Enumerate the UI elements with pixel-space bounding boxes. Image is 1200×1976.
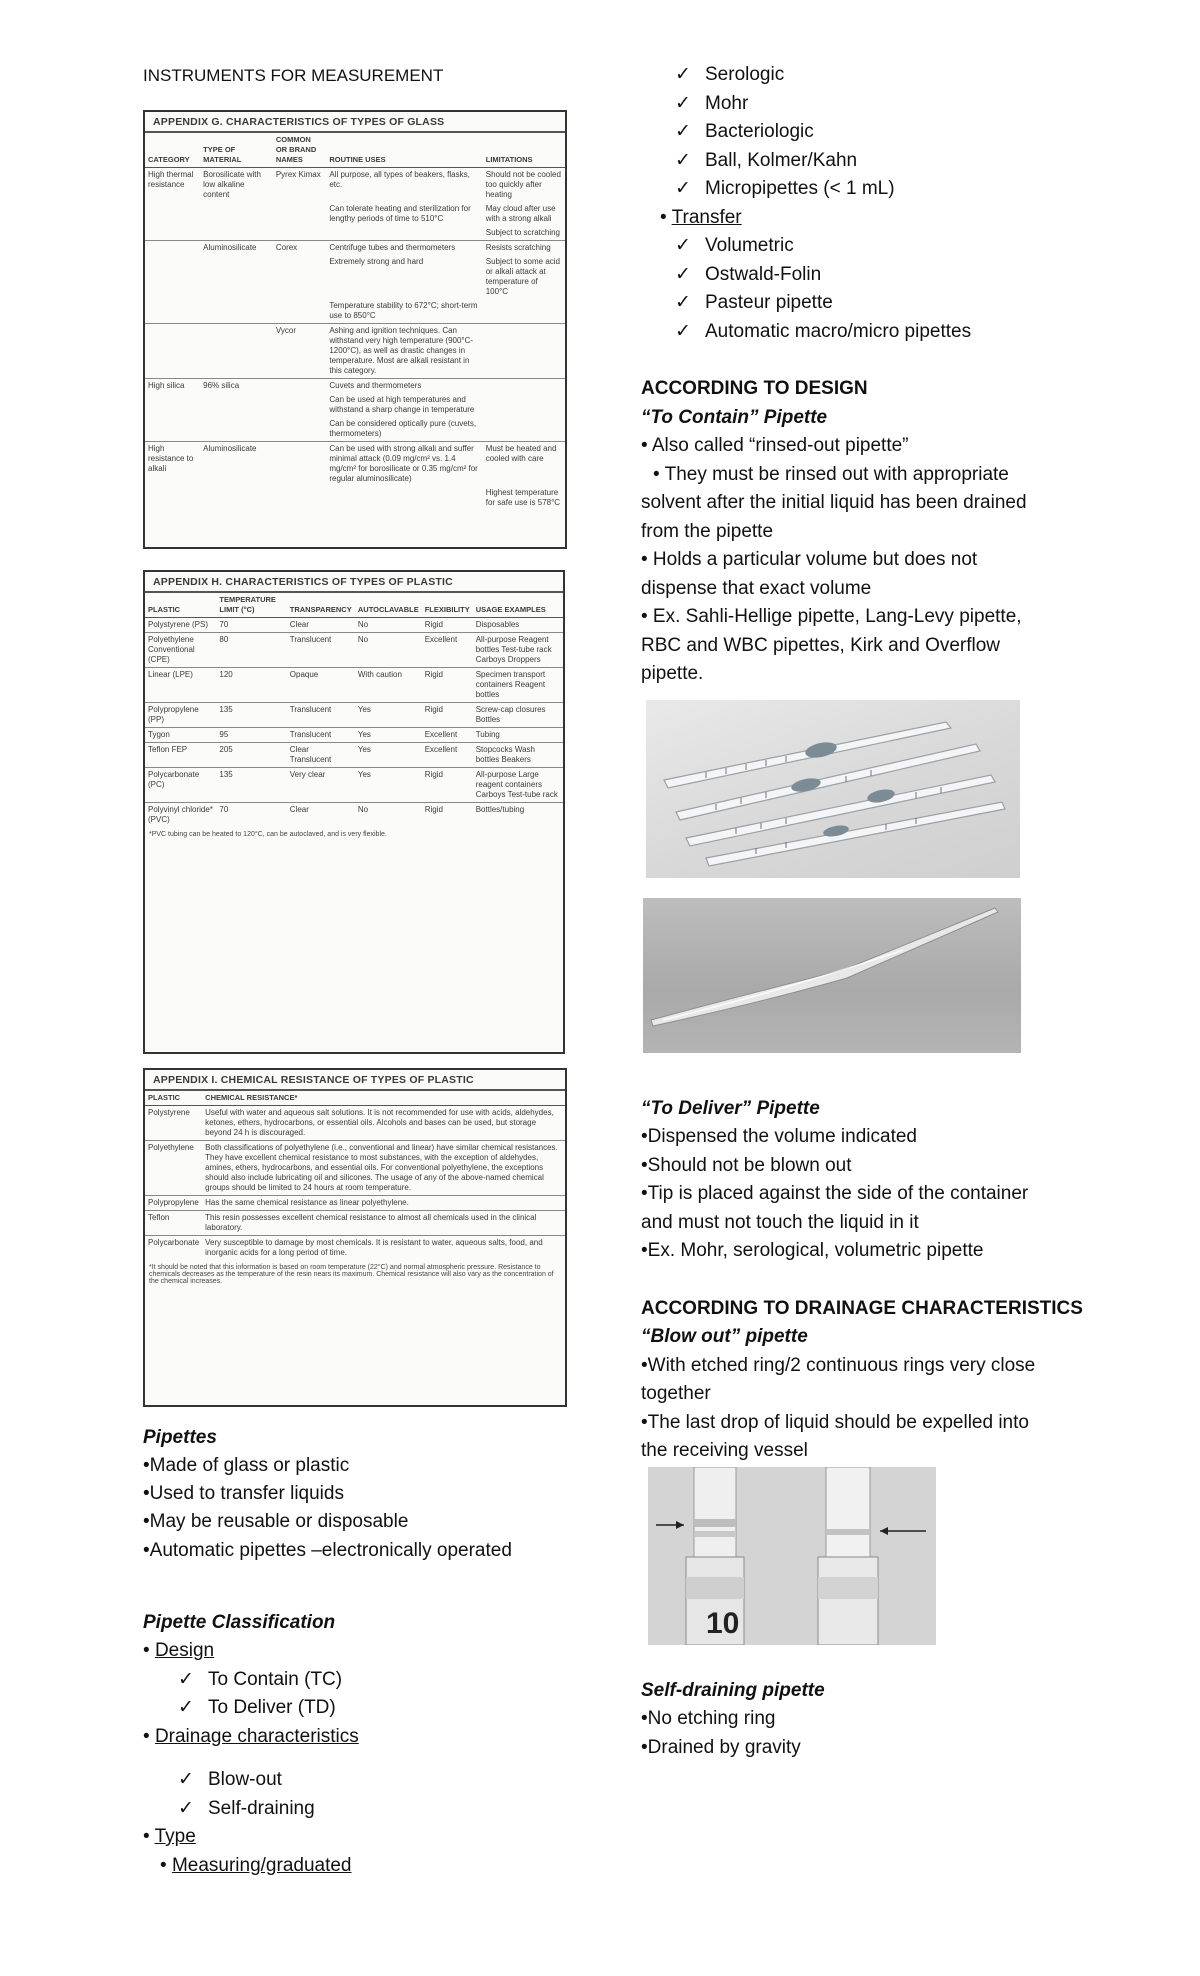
table-cell: Polystyrene (PS) [148,620,209,629]
chem-table-footnote: *It should be noted that this information is based on room temperature (22°C) and normal atmospheric pressure. Resistance to chemicals decreases as the temperature of the resin nears its maximum. Chemical resistance will also vary as the concentration of the chemical increases. [149,1264,554,1285]
measuring-item-label: Serologic [705,64,785,85]
table-row [145,668,563,703]
to-deliver-line: •Tip is placed against the side of the container [641,1183,1029,1204]
table-cell: 205 [216,743,286,768]
table-cell [200,393,273,417]
measuring-item [675,61,784,89]
table-cell: Rigid [424,620,443,629]
table-cell: Very susceptible to damage by most chemicals. It is resistant to water, aqueous salts, food, and inorganic acids for a long period of time. [202,1236,565,1261]
table-cell [273,226,327,241]
table-cell: Polystyrene [148,1108,190,1117]
transfer-item-label: Volumetric [705,235,794,256]
measuring-item [675,175,895,203]
transfer-item-label: Automatic macro/micro pipettes [705,321,972,342]
table-cell: Can tolerate heating and sterilization for lengthy periods of time to 510°C [329,204,471,223]
table-cell [145,324,200,379]
blow-out-line: together [641,1383,711,1404]
table-row [145,168,565,203]
table-cell: 135 [216,703,286,728]
table-cell: Subject to some acid or alkali attack at temperature of 100°C [485,257,560,296]
table-cell: Aluminosilicate [200,241,273,256]
table-cell [326,226,482,241]
to-deliver-line: •Dispensed the volume indicated [641,1126,917,1147]
measuring-item [675,147,857,175]
checkmark-icon: ✓ [178,1697,194,1718]
table-cell [145,255,200,299]
table-cell: Translucent [287,703,355,728]
design-link: Design [154,1640,215,1661]
table-header-cell: AUTOCLAVABLE [355,593,422,618]
to-deliver-line: •Should not be blown out [641,1155,852,1176]
table-cell [200,417,273,442]
measuring-item [675,118,814,146]
table-cell [145,417,200,442]
table-row [145,1236,565,1261]
table-cell [273,417,327,442]
to-deliver-title: “To Deliver” Pipette [641,1098,820,1119]
table-row [145,768,563,803]
table-cell: Excellent [422,728,473,743]
to-contain-line: dispense that exact volume [641,578,872,599]
table-row [145,241,565,256]
table-cell: Can be considered optically pure (cuvets, thermometers) [329,419,477,438]
table-cell [273,255,327,299]
plastic-table-title: APPENDIX H. CHARACTERISTICS OF TYPES OF PLASTIC [145,572,563,593]
table-cell [483,417,565,442]
glass-table-title: APPENDIX G. CHARACTERISTICS OF TYPES OF GLASS [145,112,565,133]
table-cell: Highest temperature for safe use is 578°C [485,488,561,507]
table-cell: Linear (LPE) [145,668,216,703]
table-row [145,1141,565,1196]
transfer-item [675,318,971,346]
table-cell: Rigid [422,768,473,803]
table-row [145,379,565,394]
to-contain-line: • Also called “rinsed-out pipette” [641,435,909,456]
table-cell: All-purpose Reagent bottles Test-tube rack Carboys Droppers [473,633,563,668]
drainage-heading: ACCORDING TO DRAINAGE CHARACTERISTICS [641,1298,1083,1319]
photo-number-label: 10 [706,1607,740,1640]
table-row [145,417,565,442]
drainage-item [178,1766,282,1794]
to-deliver-line: •Ex. Mohr, serological, volumetric pipette [641,1240,984,1261]
table-cell: Can be used at high temperatures and withstand a sharp change in temperature [329,395,475,414]
table-cell: Useful with water and aqueous salt solutions. It is not recommended for use with acids, aldehydes, ketones, ethers, hydrocarbons, or essential oils. Alcohols and bases can be used, but storage beyond 24 h is discouraged. [205,1108,554,1137]
table-header-cell: CATEGORY [145,133,200,168]
table-cell [145,226,200,241]
table-cell: Excellent [422,633,473,668]
table-cell: 96% silica [200,379,273,394]
checkmark-icon: ✓ [675,93,691,114]
design-heading: ACCORDING TO DESIGN [641,378,868,399]
plastic-table-footnote: *PVC tubing can be heated to 120°C, can be autoclaved, and is very flexible. [149,831,387,838]
table-cell: Polypropylene [145,1196,202,1211]
table-cell: Cuvets and thermometers [326,379,482,394]
table-row [145,803,563,828]
table-cell: May cloud after use with a strong alkali [485,204,556,223]
design-item [178,1666,342,1694]
to-contain-line: pipette. [641,663,704,684]
measuring-item-label: Bacteriologic [705,121,814,142]
table-cell: Tubing [473,728,563,743]
drainage-item-label: Blow-out [208,1769,282,1790]
table-row [145,324,565,379]
table-cell: No [355,803,422,828]
table-cell: 120 [216,668,286,703]
checkmark-icon: ✓ [178,1798,194,1819]
measuring-item-label: Mohr [705,93,749,114]
pipettes-photo [646,700,1020,878]
drainage-item-label: Self-draining [208,1798,315,1819]
table-header-cell: ROUTINE USES [326,133,482,168]
pipette-illustration [643,898,1021,1053]
table-cell [273,393,327,417]
table-cell [200,299,273,324]
table-cell [326,486,482,510]
table-cell [483,299,565,324]
table-cell: Teflon FEP [145,743,216,768]
table-cell: Rigid [422,668,473,703]
table-cell: Rigid [422,803,473,828]
table-header-cell: CHEMICAL RESISTANCE* [202,1091,565,1106]
table-cell: No [357,620,369,629]
to-contain-line: from the pipette [641,521,774,542]
page-title: INSTRUMENTS FOR MEASUREMENT [143,66,444,85]
table-cell [483,324,565,379]
checkmark-icon: ✓ [178,1769,194,1790]
measuring-item-label: Micropipettes (< 1 mL) [705,178,895,199]
table-cell: High silica [145,379,200,394]
transfer-pipette-photo [643,898,1021,1053]
table-cell: Yes [355,728,422,743]
checkmark-icon: ✓ [675,64,691,85]
pipettes-bullet: •Automatic pipettes –electronically operated [143,1540,512,1561]
table-cell [200,486,273,510]
table-row [145,442,565,487]
to-contain-line: • Ex. Sahli-Hellige pipette, Lang-Levy pipette, [641,606,1022,627]
table-cell: Screw-cap closures Bottles [473,703,563,728]
to-deliver-line: and must not touch the liquid in it [641,1212,919,1233]
to-contain-line: solvent after the initial liquid has been drained [641,492,1027,513]
table-cell: 80 [216,633,286,668]
table-cell: Ashing and ignition techniques. Can withstand very high temperature (900°C-1200°C), as well as drastic changes in temperature. Most are alkali resistant in this category. [326,324,482,379]
table-cell: Vycor [273,324,327,379]
table-cell: Polycarbonate [145,1236,202,1261]
table-row [145,1196,565,1211]
checkmark-icon: ✓ [675,264,691,285]
table-row [145,1211,565,1236]
transfer-item-label: Ostwald-Folin [705,264,822,285]
classification-type: • Type [143,1826,196,1847]
table-cell: Clear [287,803,355,828]
table-cell: All purpose, all types of beakers, flasks, etc. [329,170,470,189]
table-cell: This resin possesses excellent chemical resistance to almost all chemicals used in the clinical laboratory. [202,1211,565,1236]
measuring-item [675,90,748,118]
chem-table-title: APPENDIX I. CHEMICAL RESISTANCE OF TYPES OF PLASTIC [145,1070,565,1091]
table-cell [145,202,200,226]
table-cell: High thermal resistance [148,170,194,189]
table-cell: Temperature stability to 672°C; short-term use to 850°C [329,301,478,320]
design-item-label: To Contain (TC) [208,1669,343,1690]
table-header-cell: COMMON OR BRAND NAMES [273,133,327,168]
table-cell: Yes [355,703,422,728]
self-draining-title: Self-draining pipette [641,1680,825,1701]
table-cell: 70 [216,803,286,828]
table-row [145,486,565,510]
table-header-cell: FLEXIBILITY [422,593,473,618]
table-row [145,728,563,743]
table-cell: Polyvinyl chloride* (PVC) [145,803,216,828]
measuring-link: Measuring/graduated [171,1855,352,1876]
pipettes-bullet: •Made of glass or plastic [143,1455,350,1476]
table-cell [483,393,565,417]
checkmark-icon: ✓ [178,1669,194,1690]
glass-table [143,110,567,549]
table-cell: Clear [289,620,309,629]
blow-out-line: •The last drop of liquid should be expelled into [641,1412,1029,1433]
pipettes-title: Pipettes [143,1427,217,1448]
transfer-item-label: Pasteur pipette [705,292,833,313]
table-cell: 70 [219,620,229,629]
table-header-cell: TRANSPARENCY [287,593,355,618]
table-cell: Stopcocks Wash bottles Beakers [473,743,563,768]
table-header-cell: TEMPERATURE LIMIT (°C) [216,593,286,618]
table-cell: Bottles/tubing [473,803,563,828]
checkmark-icon: ✓ [675,178,691,199]
table-cell [483,379,565,394]
transfer-link: Transfer [671,207,742,228]
checkmark-icon: ✓ [675,321,691,342]
table-cell: Polycarbonate (PC) [145,768,216,803]
blow-out-line: •With etched ring/2 continuous rings very close [641,1355,1036,1376]
table-header-cell: TYPE OF MATERIAL [200,133,273,168]
transfer-heading: • Transfer [660,207,742,228]
table-cell: High resistance to alkali [145,442,200,487]
table-cell [273,486,327,510]
to-contain-title: “To Contain” Pipette [641,407,828,428]
table-cell: Aluminosilicate [200,442,273,487]
table-cell [145,299,200,324]
table-cell: Very clear [287,768,355,803]
to-contain-line: • They must be rinsed out with appropriate [653,464,1009,485]
transfer-item [675,232,794,260]
table-cell [200,324,273,379]
classification-design: • Design [143,1640,215,1661]
table-row [145,703,563,728]
table-cell: Opaque [287,668,355,703]
transfer-item [675,289,833,317]
measuring-item-label: Ball, Kolmer/Kahn [705,150,858,171]
checkmark-icon: ✓ [675,235,691,256]
table-header-cell: USAGE EXAMPLES [473,593,563,618]
table-cell: Translucent [287,728,355,743]
design-item [178,1694,336,1722]
table-row [145,255,565,299]
table-cell: Subject to scratching [485,228,560,237]
table-cell: Yes [355,743,422,768]
table-cell: Can be used with strong alkali and suffer minimal attack (0.09 mg/cm² vs. 1.4 mg/cm² for borosilicate or 0.35 mg/cm² for regular aluminosilicate) [326,442,482,487]
table-cell: Specimen transport containers Reagent bottles [473,668,563,703]
type-link: Type [154,1826,196,1847]
table-header-cell: LIMITATIONS [483,133,565,168]
table-cell: Should not be cooled too quickly after heating [485,170,561,199]
table-row [145,618,563,633]
table-cell: Polyethylene [145,1141,202,1196]
table-row [145,393,565,417]
table-cell: Rigid [422,703,473,728]
table-cell: Tygon [145,728,216,743]
table-cell: Excellent [422,743,473,768]
table-row [145,226,565,241]
pipettes-bullet: •Used to transfer liquids [143,1483,344,1504]
table-cell: Disposables [475,620,520,629]
table-cell [200,255,273,299]
table-cell: All-purpose Large reagent containers Carboys Test-tube rack [473,768,563,803]
glass-table-grid [145,133,565,510]
table-cell: With caution [355,668,422,703]
table-cell: Clear Translucent [287,743,355,768]
design-item-label: To Deliver (TD) [208,1697,336,1718]
table-cell [273,379,327,394]
table-cell [273,442,327,487]
table-cell: Polypropylene (PP) [145,703,216,728]
table-cell: Borosilicate with low alkaline content [203,170,261,199]
plastic-table [143,570,565,1054]
table-cell: No [355,633,422,668]
table-cell [273,299,327,324]
checkmark-icon: ✓ [675,150,691,171]
blow-out-line: the receiving vessel [641,1440,808,1461]
blow-out-illustration [648,1467,936,1645]
table-cell: Must be heated and cooled with care [483,442,565,487]
blow-out-photo [648,1467,936,1645]
drainage-item [178,1795,315,1823]
plastic-table-grid [145,593,563,827]
table-cell: Pyrex Kimax [275,170,321,179]
table-cell: Both classifications of polyethylene (i.e., conventional and linear) have similar chemical resistances. They have excellent chemical resistance to most substances, with the exception of aldehydes, amines, ethers, hydrocarbons, and essential oils. For conventional polyethylene, the exceptions should also include lubricating oil and silicones. The usage of any of the above-named chemical groups should be limited to 24 hours at room temperature. [202,1141,565,1196]
checkmark-icon: ✓ [675,121,691,142]
chem-table [143,1068,567,1407]
table-row [145,299,565,324]
table-cell: Translucent [287,633,355,668]
drainage-link: Drainage characteristics [154,1726,359,1747]
transfer-item [675,261,821,289]
classification-measuring: • Measuring/graduated [160,1855,352,1876]
table-cell [145,241,200,256]
self-draining-line: •Drained by gravity [641,1737,801,1758]
table-cell: Centrifuge tubes and thermometers [326,241,482,256]
table-cell: 135 [216,768,286,803]
classification-title: Pipette Classification [143,1612,336,1633]
table-header-cell: PLASTIC [145,1091,202,1106]
blow-out-title: “Blow out” pipette [641,1326,808,1347]
checkmark-icon: ✓ [675,292,691,313]
table-cell: Polyethylene Conventional (CPE) [145,633,216,668]
self-draining-line: •No etching ring [641,1708,776,1729]
table-cell [145,393,200,417]
table-cell: Resists scratching [483,241,565,256]
table-cell: Corex [273,241,327,256]
table-row [145,202,565,226]
pipettes-bullet: •May be reusable or disposable [143,1511,409,1532]
to-contain-line: RBC and WBC pipettes, Kirk and Overflow [641,635,1001,656]
pipettes-illustration [646,700,1020,878]
table-cell: Extremely strong and hard [329,257,424,266]
table-cell [145,486,200,510]
table-cell [200,202,273,226]
table-cell: Yes [355,768,422,803]
table-row [145,1106,565,1141]
to-contain-line: • Holds a particular volume but does not [641,549,978,570]
table-row [145,633,563,668]
table-cell [200,226,273,241]
chem-table-grid [145,1091,565,1260]
table-cell: 95 [216,728,286,743]
table-cell: Teflon [145,1211,202,1236]
table-row [145,743,563,768]
table-cell: Has the same chemical resistance as linear polyethylene. [202,1196,565,1211]
table-header-cell: PLASTIC [145,593,216,618]
table-cell [273,202,327,226]
classification-drainage: • Drainage characteristics [143,1726,359,1747]
